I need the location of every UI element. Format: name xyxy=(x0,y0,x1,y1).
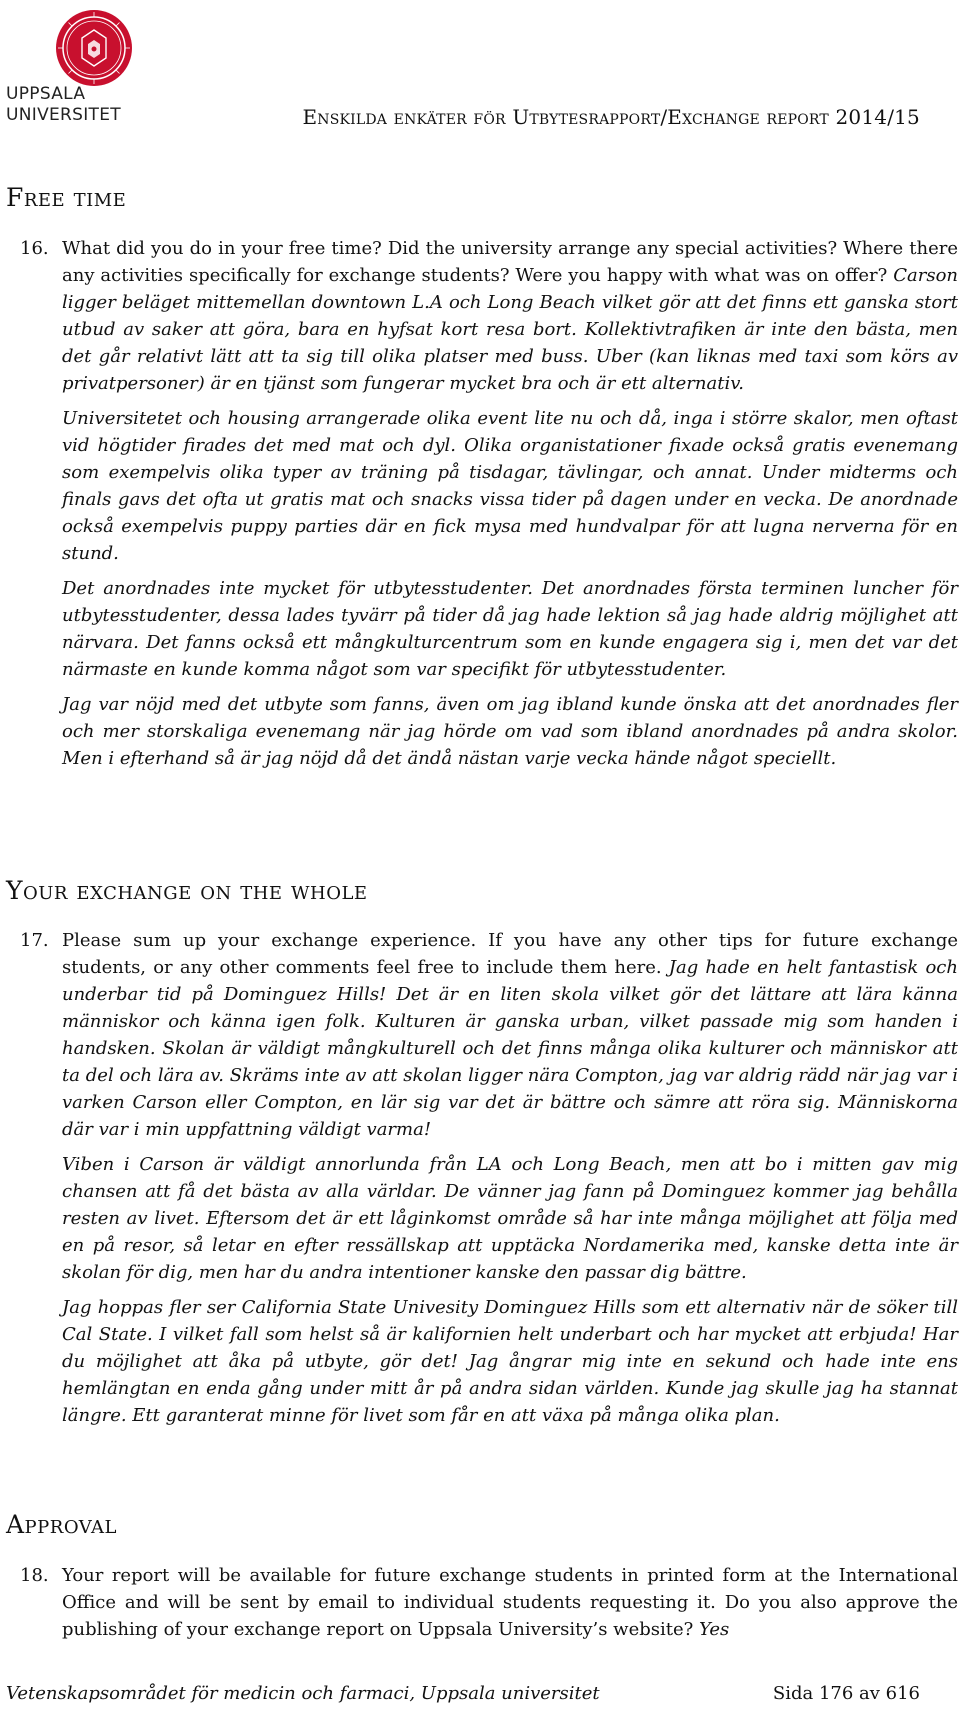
question-body xyxy=(62,1562,958,1643)
page-header-title: Enskilda enkäter för Utbytesrapport/Exchange report 2014/15 xyxy=(302,105,920,129)
question-text: Please sum up your exchange experience. If you have any other tips for future exchange students, or any other comments feel free to include them here. xyxy=(62,930,958,978)
university-line1: UPPSALA xyxy=(6,84,86,104)
question-body xyxy=(62,235,958,772)
question-17 xyxy=(20,927,958,1437)
question-text: What did you do in your free time? Did the university arrange any special activities? Where there any activities specifically for exchange students? Were you happy with what was on offer? xyxy=(62,238,958,286)
answer-paragraph: Jag var nöjd med det utbyte som fanns, även om jag ibland kunde önska att det anordnades fler och mer storskaliga evenemang när jag hörde om vad som ibland anordnades på andra skolor. Men i efterhand så är jag nöjd då det ändå nästan varje vecka hände något speciellt. xyxy=(62,694,958,769)
section-title-exchange: Your exchange on the whole xyxy=(6,876,368,905)
section-title-approval: Approval xyxy=(6,1510,117,1539)
uppsala-seal-icon xyxy=(54,8,134,88)
page-footer xyxy=(6,1683,920,1704)
answer-text: Yes xyxy=(699,1619,730,1640)
question-number: 17. xyxy=(20,930,49,951)
question-number: 18. xyxy=(20,1565,49,1586)
question-number: 16. xyxy=(20,238,49,259)
university-name xyxy=(6,84,176,126)
university-line2: UNIVERSITET xyxy=(6,105,121,125)
footer-page-number: Sida 176 av 616 xyxy=(772,1683,920,1704)
footer-faculty: Vetenskapsområdet för medicin och farmaci, Uppsala universitet xyxy=(6,1683,600,1704)
question-18 xyxy=(20,1562,958,1651)
answer-text: Jag hade en helt fantastisk och underbar tid på Dominguez Hills! Det är en liten skola vilket gör det lättare att lära känna människor och känna igen folk. Kulturen är ganska urban, vilket passade mig som handen i handsken. Skolan är väldigt mångkulturell och det finns många olika kulturer och människor att ta del och lära av. Skräms inte av att skolan ligger nära Compton, jag var aldrig rädd när jag var i varken Carson eller Compton, en lär sig var det är bättre och sämre att röra sig. Människorna där var i min uppfattning väldigt varma! xyxy=(62,957,958,1140)
answer-paragraph: Det anordnades inte mycket för utbytesstudenter. Det anordnades första terminen luncher för utbytesstudenter, dessa lades tyvärr på tider då jag hade lektion så jag hade aldrig möjlighet att närvara. Det fanns också ett mångkulturcentrum som en kunde engagera sig i, men det var det närmaste en kunde komma något som var specifikt för utbytesstudenter. xyxy=(62,578,958,680)
answer-paragraph: Universitetet och housing arrangerade olika event lite nu och då, inga i större skalor, men oftast vid högtider firades det med mat och dyl. Olika organistationer fixade också gratis evenemang som exempelvis olika typer av träning på tisdagar, tävlingar, och annat. Under midterms och finals gavs det ofta ut gratis mat och snacks vissa tider på dagen under en vecka. De anordnade också exempelvis puppy parties där en fick mysa med hundvalpar för att lugna nerverna för en stund. xyxy=(62,408,958,564)
answer-text: Carson ligger beläget mittemellan downtown L.A och Long Beach vilket gör att det finns ett ganska stort utbud av saker att göra, bara en hyfsat kort resa bort. Kollektivtrafiken är inte den bästa, men det går relativt lätt att ta sig till olika platser med buss. Uber (kan liknas med taxi som körs av privatpersoner) är en tjänst som fungerar mycket bra och är ett alternativ. xyxy=(62,265,958,394)
answer-paragraph: Viben i Carson är väldigt annorlunda från LA och Long Beach, men att bo i mitten gav mig chansen att få det bästa av alla världar. De vänner jag fann på Dominguez kommer jag behålla resten av livet. Eftersom det är ett låginkomst område så har inte många möjlighet att följa med en på resor, så letar en efter ressällskap att upptäcka Nordamerika med, kanske detta inte är skolan för dig, men har du andra intentioner kanske den passar dig bättre. xyxy=(62,1154,958,1283)
question-16 xyxy=(20,235,958,780)
section-title-free-time: Free time xyxy=(6,183,127,212)
question-text: Your report will be available for future exchange students in printed form at the International Office and will be sent by email to individual students requesting it. Do you also approve the publishing of your exchange report on Uppsala University’s website? xyxy=(62,1565,958,1640)
answer-paragraph: Jag hoppas fler ser California State Univesity Dominguez Hills som ett alternativ när de söker till Cal State. I vilket fall som helst så är kalifornien helt underbart och har mycket att erbjuda! Har du möjlighet att åka på utbyte, gör det! Jag ångrar mig inte en sekund och hade inte ens hemlängtan en enda gång under mitt år på andra sidan världen. Kunde jag skulle jag ha stannat längre. Ett garanterat minne för livet som får en att växa på många olika plan. xyxy=(62,1297,958,1426)
question-body xyxy=(62,927,958,1429)
